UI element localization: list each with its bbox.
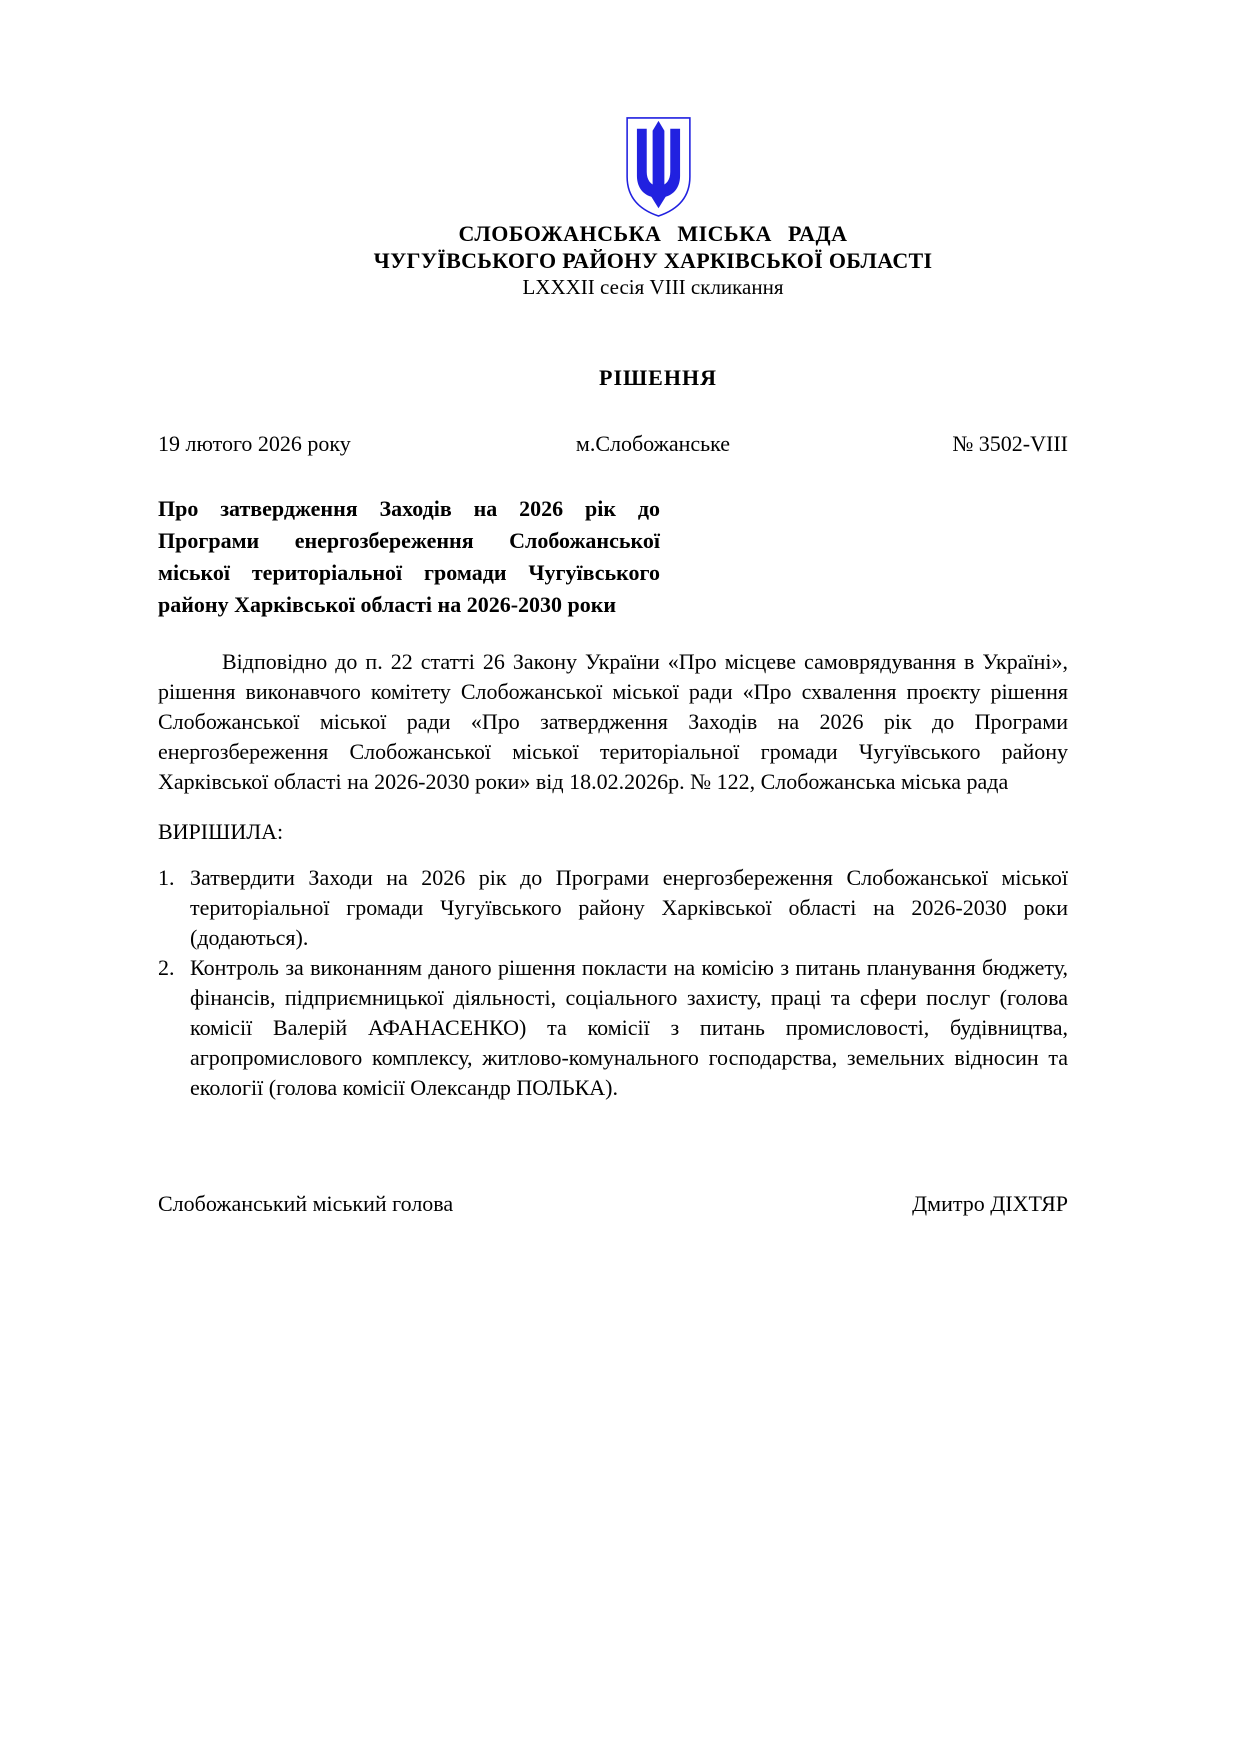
item-number: 2. — [158, 955, 175, 980]
resolution-item — [158, 863, 1068, 953]
document-number: № 3502-VIII — [952, 431, 1068, 456]
document-place: м.Слобожанське — [575, 431, 731, 456]
document-type-title: РІШЕННЯ — [599, 365, 717, 390]
signature-position: Слобожанський міський голова — [158, 1191, 454, 1216]
emblem-trident-middle-prong — [652, 121, 664, 187]
item-text: Затвердити Заходи на 2026 рік до Програми енергозбереження Слобожанської міської територіальної громади Чугуївського району Харківської області на 2026-2030 роки (додаються). — [190, 865, 1068, 950]
signature-row — [158, 1189, 1068, 1219]
emblem — [203, 116, 1113, 220]
item-text: Контроль за виконанням даного рішення покласти на комісію з питань планування бюджету, фінансів, підприємницької діяльності, соціального захисту, праці та сфери послуг (голова комісії Валерій АФАНАСЕНКО) та комісії з питань промисловості, будівництва, агропромислового комплексу, житлово-комунального господарства, земельних відносин та екології (голова комісії Олександр ПОЛЬКА). — [190, 955, 1068, 1100]
preamble-paragraph: Відповідно до п. 22 статті 26 Закону України «Про місцеве самоврядування в Україні», рішення виконавчого комітету Слобожанської міської ради «Про схвалення проєкту рішення Слобожанської міської ради «Про затвердження Заходів на 2026 рік до Програми енергозбереження Слобожанської міської територіальної громади Чугуївського району Харківської області на 2026-2030 роки» від 18.02.2026р. № 122, Слобожанська міська рада — [158, 649, 1068, 794]
resolution-items — [158, 863, 1068, 1103]
ukraine-trident-icon — [625, 116, 692, 218]
council-name: СЛОБОЖАНСЬКА МІСЬКА РАДА — [458, 221, 848, 246]
emblem-trident-base — [648, 185, 668, 209]
resolution-word: ВИРІШИЛА: — [158, 819, 284, 844]
document-date: 19 лютого 2026 року — [158, 431, 351, 456]
session-line: LXXXII сесія VIII скликання — [522, 275, 784, 299]
signature-name: Дмитро ДІХТЯР — [912, 1191, 1068, 1216]
item-number: 1. — [158, 865, 175, 890]
resolution-item — [158, 953, 1068, 1103]
district-name: ЧУГУЇВСЬКОГО РАЙОНУ ХАРКІВСЬКОЇ ОБЛАСТІ — [373, 248, 933, 273]
meta-row — [158, 429, 1068, 459]
subject-title: Про затвердження Заходів на 2026 рік до Програми енергозбереження Слобожанської міської територіальної громади Чугуївського району Харківської області на 2026-2030 роки — [158, 496, 660, 617]
